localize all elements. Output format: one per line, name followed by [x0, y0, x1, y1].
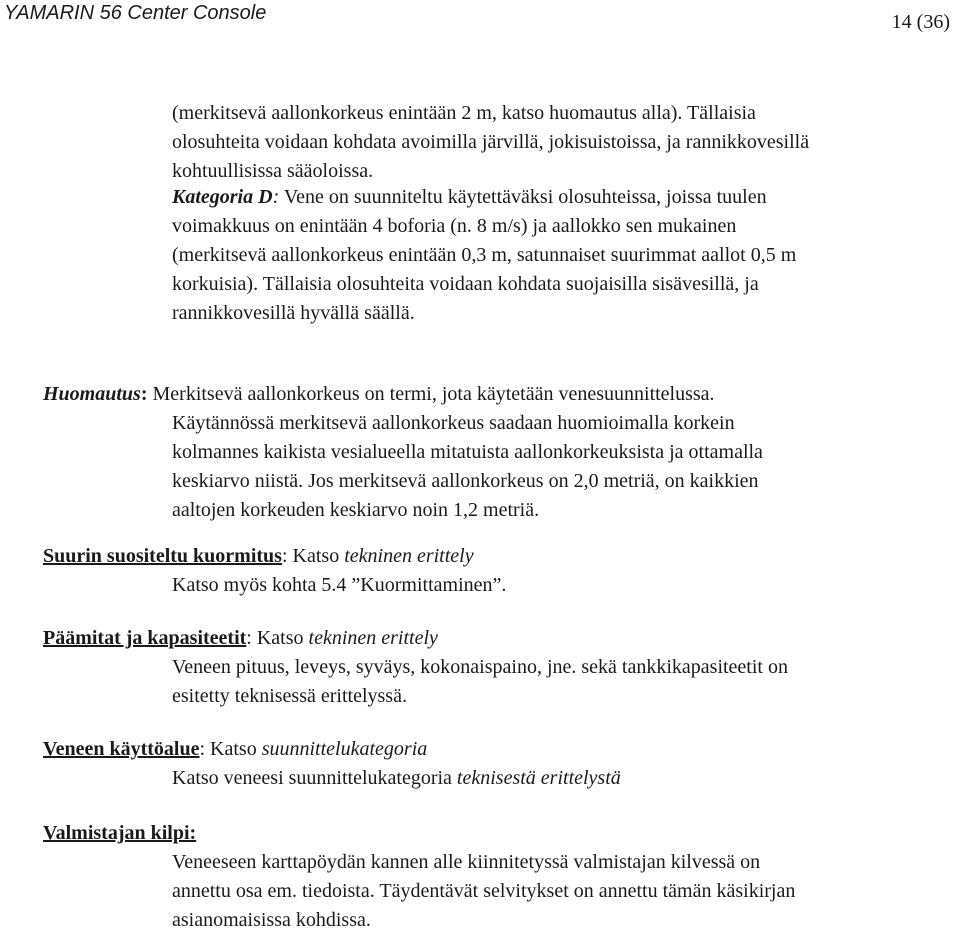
plate-section [43, 819, 795, 935]
text-line: keskiarvo niistä. Jos merkitsevä aallonkorkeus on 2,0 metriä, on kaikkien [172, 470, 759, 492]
text-line: kolmannes kaikista vesialueella mitatuista aallonkorkeuksista ja ottamalla [172, 441, 763, 463]
note-label: Huomautus [43, 383, 141, 405]
max-load-reference: tekninen erittely [344, 545, 474, 567]
text-line: asianomaisissa kohdissa. [172, 909, 371, 931]
max-load-section [43, 542, 506, 600]
usage-section [43, 735, 621, 793]
text-line [43, 542, 506, 571]
note-first-line: Merkitsevä aallonkorkeus on termi, jota käytetään venesuunnittelussa. [147, 383, 715, 405]
text-line: Katso myös kohta 5.4 ”Kuormittaminen”. [172, 574, 507, 596]
dimensions-section [43, 624, 788, 711]
dimensions-label: Päämitat ja kapasiteetit [43, 627, 247, 649]
text-line: Veneen pituus, leveys, syväys, kokonaispaino, jne. sekä tankkikapasiteetit on [172, 656, 788, 678]
text-line: Veneeseen karttapöydän kannen alle kiinnitetyssä valmistajan kilvessä on [172, 851, 761, 873]
dimensions-prefix: Katso [251, 627, 309, 649]
usage-reference: suunnittelukategoria [261, 738, 428, 760]
note-paragraph [43, 380, 763, 525]
text-line [43, 764, 621, 793]
category-d-separator: : [272, 186, 280, 208]
text-line: voimakkuus on enintään 4 boforia (n. 8 m/s) ja aallokko sen mukainen [172, 215, 737, 237]
max-load-prefix: Katso [287, 545, 345, 567]
text-line: annettu osa em. tiedoista. Täydentävät selvitykset on annettu tämän käsikirjan [172, 880, 796, 902]
max-load-separator: : [281, 545, 288, 567]
plate-label: Valmistajan kilpi: [43, 822, 197, 844]
text-line [43, 819, 795, 848]
max-load-label: Suurin suositeltu kuormitus [43, 545, 282, 567]
text-line: (merkitsevä aallonkorkeus enintään 2 m, katso huomautus alla). Tällaisia [172, 102, 756, 124]
text-line: (merkitsevä aallonkorkeus enintään 0,3 m, satunnaiset suurimmat aallot 0,5 m [172, 244, 797, 266]
usage-label: Veneen käyttöalue [43, 738, 200, 760]
text-line [43, 735, 621, 764]
text-line: rannikkovesillä hyvällä säällä. [172, 302, 415, 324]
text-line [43, 380, 763, 409]
usage-line2-prefix: Katso veneesi suunnittelukategoria [172, 767, 457, 789]
text-line: olosuhteita voidaan kohdata avoimilla järvillä, jokisuistoissa, ja rannikkovesillä [172, 131, 810, 153]
note-separator: : [140, 383, 148, 405]
text-line: kohtuullisissa sääoloissa. [172, 160, 374, 182]
dimensions-separator: : [246, 627, 252, 649]
dimensions-reference: tekninen erittely [308, 627, 438, 649]
usage-prefix: Katso [205, 738, 262, 760]
text-line: korkuisia). Tällaisia olosuhteita voidaan kohdata suojaisilla sisävesillä, ja [172, 273, 759, 295]
text-line [43, 624, 788, 653]
intro-paragraph [172, 99, 809, 186]
category-d-paragraph [172, 183, 796, 328]
usage-separator: : [199, 738, 206, 760]
page-number: 14 (36) [891, 11, 950, 33]
text-line: esitetty teknisessä erittelyssä. [172, 685, 407, 707]
usage-line2-reference: teknisestä erittelystä [456, 767, 621, 789]
category-d-label: Kategoria D [172, 186, 273, 208]
document-header-title: YAMARIN 56 Center Console [4, 2, 267, 24]
text-line: aaltojen korkeuden keskiarvo noin 1,2 metriä. [172, 499, 540, 521]
text-line [172, 183, 796, 212]
text-line: Käytännössä merkitsevä aallonkorkeus saadaan huomioimalla korkein [172, 412, 735, 434]
category-d-first-line: Vene on suunniteltu käytettäväksi olosuhteissa, joissa tuulen [279, 186, 767, 208]
